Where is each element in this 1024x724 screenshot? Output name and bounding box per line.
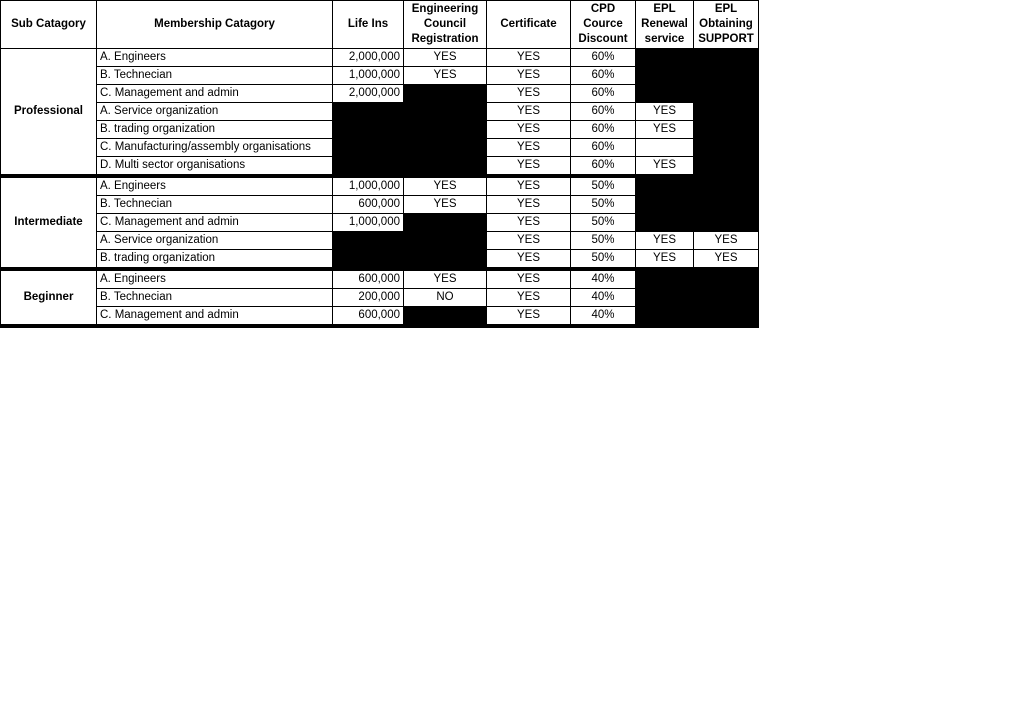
- membership-cell: A. Engineers: [97, 176, 333, 196]
- cpd-cell: 50%: [571, 196, 636, 214]
- blocked-cell: [636, 307, 694, 327]
- membership-cell: D. Multi sector organisations: [97, 157, 333, 177]
- header-life-ins: Life Ins: [333, 1, 404, 49]
- table-row: [1, 232, 759, 250]
- blocked-cell: [694, 214, 759, 232]
- blocked-cell: [636, 196, 694, 214]
- blocked-cell: [404, 214, 487, 232]
- table-row: [1, 49, 759, 67]
- blocked-cell: [694, 176, 759, 196]
- cpd-cell: 50%: [571, 176, 636, 196]
- header-row: [1, 1, 759, 49]
- certificate-cell: YES: [487, 49, 571, 67]
- blocked-cell: [404, 250, 487, 270]
- membership-cell: A. Service organization: [97, 103, 333, 121]
- certificate-cell: YES: [487, 269, 571, 289]
- header-epl-support: EPL Obtaining SUPPORT: [694, 1, 759, 49]
- cpd-cell: 50%: [571, 214, 636, 232]
- certificate-cell: YES: [487, 232, 571, 250]
- membership-cell: A. Service organization: [97, 232, 333, 250]
- blocked-cell: [694, 85, 759, 103]
- life-ins-cell: 1,000,000: [333, 214, 404, 232]
- life-ins-cell: 1,000,000: [333, 67, 404, 85]
- certificate-cell: YES: [487, 250, 571, 270]
- blocked-cell: [694, 139, 759, 157]
- ecr-cell: YES: [404, 196, 487, 214]
- table-row: [1, 157, 759, 177]
- life-ins-cell: 600,000: [333, 307, 404, 327]
- blocked-cell: [636, 269, 694, 289]
- certificate-cell: YES: [487, 307, 571, 327]
- certificate-cell: YES: [487, 176, 571, 196]
- certificate-cell: YES: [487, 157, 571, 177]
- header-epl-renewal: EPL Renewal service: [636, 1, 694, 49]
- blocked-cell: [694, 196, 759, 214]
- blocked-cell: [636, 85, 694, 103]
- membership-cell: B. Technecian: [97, 67, 333, 85]
- cpd-cell: 60%: [571, 121, 636, 139]
- membership-cell: A. Engineers: [97, 269, 333, 289]
- cpd-cell: 50%: [571, 250, 636, 270]
- blocked-cell: [404, 139, 487, 157]
- certificate-cell: YES: [487, 289, 571, 307]
- table-row: [1, 176, 759, 196]
- ecr-cell: NO: [404, 289, 487, 307]
- certificate-cell: YES: [487, 67, 571, 85]
- cpd-cell: 60%: [571, 67, 636, 85]
- sub-category-cell: Intermediate: [1, 176, 97, 269]
- certificate-cell: YES: [487, 85, 571, 103]
- membership-cell: B. Technecian: [97, 289, 333, 307]
- table-row: [1, 139, 759, 157]
- membership-cell: B. Technecian: [97, 196, 333, 214]
- life-ins-cell: 2,000,000: [333, 85, 404, 103]
- life-ins-cell: 2,000,000: [333, 49, 404, 67]
- blocked-cell: [694, 103, 759, 121]
- life-ins-cell: 200,000: [333, 289, 404, 307]
- header-cpd-discount: CPD Cource Discount: [571, 1, 636, 49]
- certificate-cell: YES: [487, 214, 571, 232]
- table-row: [1, 214, 759, 232]
- cpd-cell: 60%: [571, 49, 636, 67]
- life-ins-cell: 600,000: [333, 196, 404, 214]
- membership-cell: B. trading organization: [97, 250, 333, 270]
- epl-support-cell: YES: [694, 232, 759, 250]
- table-row: [1, 250, 759, 270]
- blocked-cell: [404, 307, 487, 327]
- certificate-cell: YES: [487, 139, 571, 157]
- blocked-cell: [636, 176, 694, 196]
- table-row: [1, 121, 759, 139]
- blocked-cell: [404, 121, 487, 139]
- blocked-cell: [404, 157, 487, 177]
- membership-cell: A. Engineers: [97, 49, 333, 67]
- membership-cell: C. Management and admin: [97, 214, 333, 232]
- table-row: [1, 196, 759, 214]
- ecr-cell: YES: [404, 67, 487, 85]
- certificate-cell: YES: [487, 196, 571, 214]
- table-row: [1, 67, 759, 85]
- blocked-cell: [333, 250, 404, 270]
- header-membership-category: Membership Catagory: [97, 1, 333, 49]
- ecr-cell: YES: [404, 269, 487, 289]
- blocked-cell: [636, 214, 694, 232]
- table-row: [1, 307, 759, 327]
- blocked-cell: [636, 67, 694, 85]
- epl-renewal-cell: YES: [636, 103, 694, 121]
- cpd-cell: 40%: [571, 307, 636, 327]
- blocked-cell: [694, 269, 759, 289]
- blocked-cell: [694, 49, 759, 67]
- blocked-cell: [404, 85, 487, 103]
- ecr-cell: YES: [404, 49, 487, 67]
- membership-cell: C. Management and admin: [97, 307, 333, 327]
- cpd-cell: 40%: [571, 289, 636, 307]
- cpd-cell: 60%: [571, 157, 636, 177]
- header-engineering-council-registration: Engineering Council Registration: [404, 1, 487, 49]
- blocked-cell: [404, 232, 487, 250]
- cpd-cell: 60%: [571, 103, 636, 121]
- ecr-cell: YES: [404, 176, 487, 196]
- epl-renewal-cell: YES: [636, 250, 694, 270]
- table-row: [1, 269, 759, 289]
- cpd-cell: 60%: [571, 85, 636, 103]
- blocked-cell: [694, 157, 759, 177]
- blocked-cell: [636, 49, 694, 67]
- table-row: [1, 289, 759, 307]
- certificate-cell: YES: [487, 121, 571, 139]
- epl-renewal-cell: YES: [636, 121, 694, 139]
- blocked-cell: [694, 307, 759, 327]
- epl-renewal-cell: YES: [636, 157, 694, 177]
- membership-cell: C. Management and admin: [97, 85, 333, 103]
- membership-cell: B. trading organization: [97, 121, 333, 139]
- sub-category-cell: Beginner: [1, 269, 97, 326]
- blocked-cell: [333, 232, 404, 250]
- blocked-cell: [694, 121, 759, 139]
- cpd-cell: 50%: [571, 232, 636, 250]
- life-ins-cell: 1,000,000: [333, 176, 404, 196]
- blocked-cell: [333, 103, 404, 121]
- blocked-cell: [694, 289, 759, 307]
- cpd-cell: 60%: [571, 139, 636, 157]
- cpd-cell: 40%: [571, 269, 636, 289]
- membership-cell: C. Manufacturing/assembly organisations: [97, 139, 333, 157]
- epl-support-cell: YES: [694, 250, 759, 270]
- blocked-cell: [636, 289, 694, 307]
- blocked-cell: [333, 121, 404, 139]
- table-row: [1, 85, 759, 103]
- header-sub-category: Sub Catagory: [1, 1, 97, 49]
- blocked-cell: [333, 139, 404, 157]
- blocked-cell: [404, 103, 487, 121]
- membership-table: [0, 0, 759, 328]
- life-ins-cell: 600,000: [333, 269, 404, 289]
- header-certificate: Certificate: [487, 1, 571, 49]
- table-body: [1, 49, 759, 327]
- epl-renewal-cell: [636, 139, 694, 157]
- sub-category-cell: Professional: [1, 49, 97, 177]
- epl-renewal-cell: YES: [636, 232, 694, 250]
- certificate-cell: YES: [487, 103, 571, 121]
- table-row: [1, 103, 759, 121]
- blocked-cell: [333, 157, 404, 177]
- blocked-cell: [694, 67, 759, 85]
